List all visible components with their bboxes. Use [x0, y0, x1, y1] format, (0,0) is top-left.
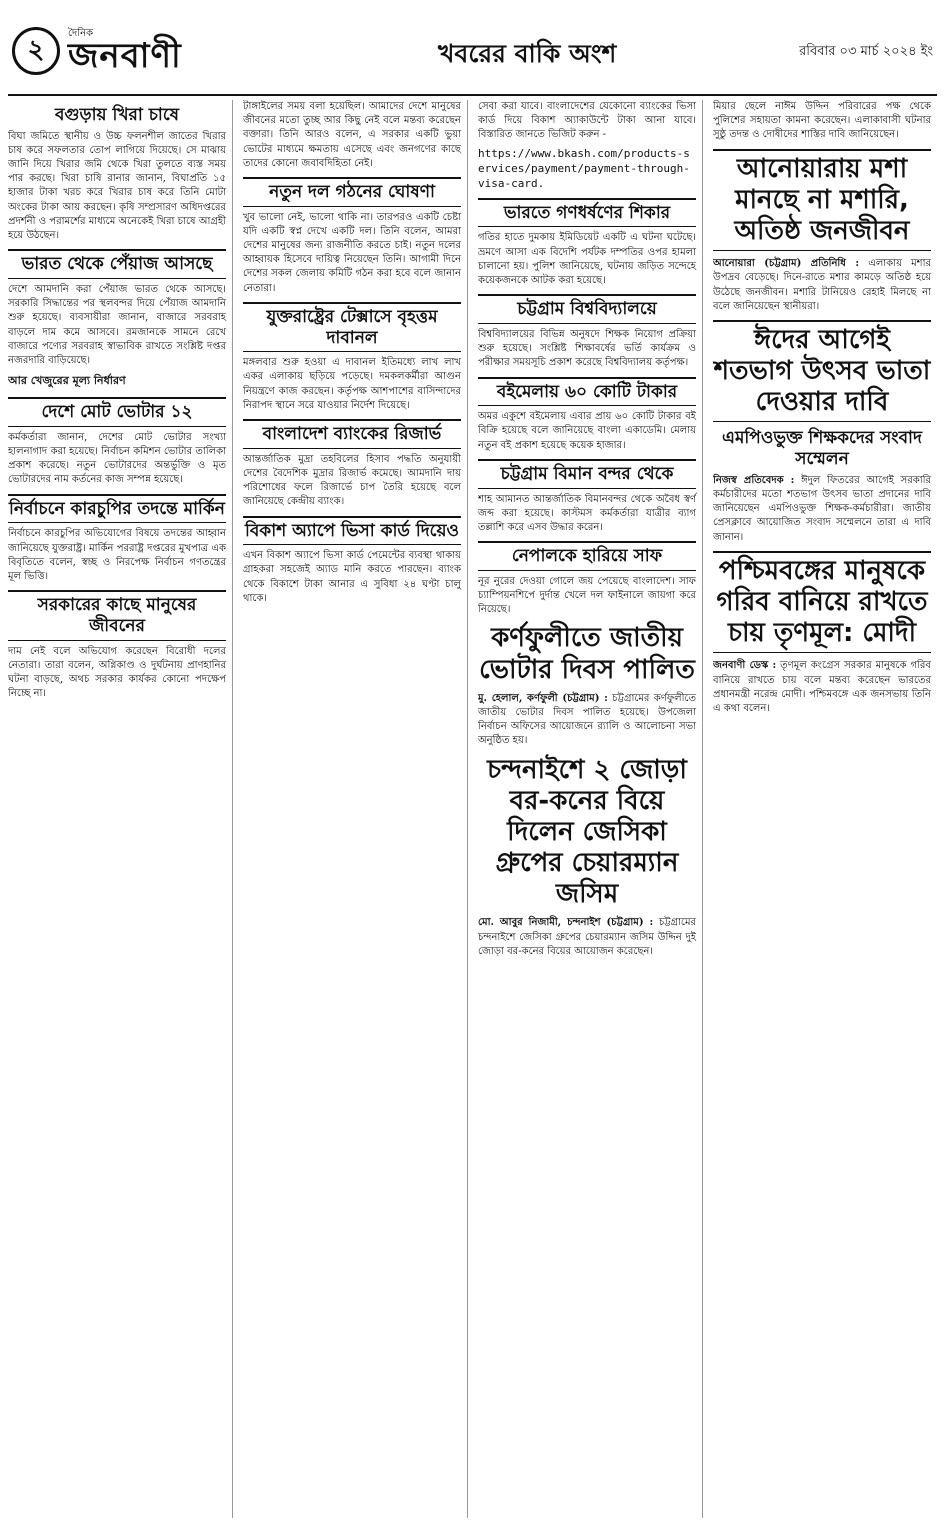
article	[243, 177, 461, 296]
article	[478, 198, 696, 288]
article	[478, 541, 696, 617]
article-subheading: আর খেজুরের মূল্য নির্ধারণ	[8, 374, 126, 388]
newspaper-logo	[68, 28, 182, 76]
page-number: ২	[12, 27, 60, 75]
article-headline: ঈদের আগেই শতভাগ উৎসব ভাতা দেওয়ার দাবি	[713, 320, 931, 423]
article-headline: চন্দনাইশে ২ জোড়া বর-কনের বিয়ে দিলেন জেসিকা গ্রুপের চেয়ারম্যান জসিম	[487, 754, 687, 910]
newspaper-page	[8, 8, 937, 1518]
article-headline: বইমেলায় ৬০ কোটি টাকার	[478, 377, 696, 407]
column-3	[478, 100, 703, 1518]
article	[8, 397, 226, 487]
article-body: টাঙ্গাইলের সময় বলা হয়েছিল। আমাদের দেশে মানুষের জীবনের মতো তুচ্ছ আর কিছু নেই বলে মন্তব্য করেছেন বক্তারা। তিনি আরও বলেন, এ সরকার একটি ভুয়া ভোটের মাধ্যমে ক্ষমতায় এসেছে এবং জনগণের কাছে তাদের কোনো জবাবদিহিতা নেই।	[243, 101, 461, 169]
article-headline: বাংলাদেশ ব্যাংকের রিজার্ভ	[243, 419, 461, 449]
article-subheadline: এমপিওভুক্ত শিক্ষকদের সংবাদ সম্মেলন	[722, 428, 922, 470]
article	[243, 302, 461, 413]
article	[478, 100, 696, 192]
article	[8, 249, 226, 391]
article-body: শাহ আমানত আন্তর্জাতিক বিমানবন্দর থেকে অবৈধ স্বর্ণ জব্দ করা হয়েছে। কাস্টমস কর্মকর্তারা যাত্রীর ব্যাগ তল্লাশি করে এসব উদ্ধার করেন।	[478, 493, 696, 533]
article	[713, 149, 931, 314]
article	[478, 623, 696, 748]
article	[478, 755, 696, 960]
article-headline: সরকারের কাছে মানুষের জীবনের	[8, 590, 226, 640]
article-text: ঈদুল ফিতরের আগেই সরকারি কর্মচারীদের মতো শতভাগ উৎসব ভাতা প্রদানের দাবি জানিয়েছেন এমপিওভুক্ত শিক্ষক-কর্মচারীরা। জাতীয় প্রেসক্লাবে আয়োজিত সংবাদ সম্মেলনে তারা এ দাবি জানান।	[713, 474, 932, 543]
article-body: এখন বিকাশ অ্যাপে ভিসা কার্ড পেমেন্টের ব্যবস্থা থাকায় গ্রাহকরা সহজেই অ্যাড মানি করতে পারছেন। ব্যাংক থেকে বিকাশে টাকা আনার এ সুবিধা ২৪ ঘণ্টা চালু থাকে।	[243, 550, 461, 604]
article-headline: নেপালকে হারিয়ে সাফ	[478, 541, 696, 571]
article	[243, 419, 461, 509]
article-body: নির্বাচনে কারচুপির অভিযোগের বিষয়ে তদন্তের আহ্বান জানিয়েছে যুক্তরাষ্ট্র। মার্কিন পররাষ্ট্র দপ্তরের মুখপাত্র এক বিবৃতিতে বলেন, স্বচ্ছ ও নিরপেক্ষ নির্বাচন গণতন্ত্রের মূল ভিত্তি।	[8, 528, 226, 582]
article	[243, 100, 461, 171]
article-headline: নতুন দল গঠনের ঘোষণা	[243, 177, 461, 207]
article-body: দেশে আমদানি করা পেঁয়াজ ভারত থেকে আসছে। সরকারি সিদ্ধান্তের পর স্থলবন্দর দিয়ে পেঁয়াজ আমদানি শুরু হয়েছে। ব্যবসায়ীরা জানান, বাজারে সরবরাহ বাড়লে দাম কমে আসবে। রমজানকে সামনে রেখে বাজারে পণ্যের সরবরাহ স্বাভাবিক রাখতে সংশ্লিষ্ট দপ্তর নজরদারি বাড়িয়েছে।	[8, 283, 226, 366]
article-body: আন্তর্জাতিক মুদ্রা তহবিলের হিসাব পদ্ধতি অনুযায়ী দেশের বৈদেশিক মুদ্রার রিজার্ভ কমেছে। আমদানি দায় পরিশোধের ফলে রিজার্ভে চাপ তৈরি হয়েছে বলে জানিয়েছে কেন্দ্রীয় ব্যাংক।	[243, 453, 461, 508]
article-text: এলাকায় মশার উপদ্রব বেড়েছে। দিনে-রাতে মশার কামড়ে অতিষ্ঠ হয়ে উঠেছে জনজীবন। মশারি টানিয়েও রেহাই মিলছে না বলে জানিয়েছেন স্থানীয়রা।	[713, 258, 931, 312]
logo-small-text: দৈনিক	[68, 28, 94, 39]
article	[8, 590, 226, 701]
article-body: মিয়ার ছেলে নাঈম উদ্দিন পরিবারের পক্ষ থেকে পুলিশের সহায়তা কামনা করেছেন। এলাকাবাসী ঘটনার সুষ্ঠু তদন্ত ও দোষীদের শাস্তির দাবি জানিয়েছেন।	[713, 101, 931, 141]
article-body: বিঘা জমিতে স্থানীয় ও উচ্চ ফলনশীল জাতের খিরার চাষ করে সফলতার তোপ লাগিয়ে দিয়েছে। সে মাঝায় জানি দিয়ে খিরার জমি থেকে খিরা তুলতে ব্যস্ত সময় পার করছে। খিরা চাষি রানার জানান, বিঘাপ্রতি ১৫ হাজার টাকা খরচ করে খিরার চাষ করে তিনি মোটা অংকের টাকা আয় করছেন। কৃষি সম্প্রসারণ অধিদপ্তরের প্রদর্শনী ও পরামর্শের মাধ্যমে অনেকেই খিরা চাষে আগ্রহী হয়ে উঠছেন।	[8, 130, 226, 242]
article-body: কর্মকর্তারা জানান, দেশের মোট ভোটার সংখ্যা হালনাগাদ করা হয়েছে। নির্বাচন কমিশন ভোটার তালিকা প্রকাশ করেছে। নতুন ভোটারদের অন্তর্ভুক্তি ও মৃত ভোটারদের নাম কর্তনের কাজ সম্পন্ন হয়েছে।	[8, 431, 226, 486]
issue-date: রবিবার ০৩ মার্চ ২০২৪ ইং	[799, 44, 933, 59]
article-headline: পশ্চিমবঙ্গের মানুষকে গরিব বানিয়ে রাখতে চায় তৃণমূল: মোদী	[713, 551, 931, 654]
article-body: মঙ্গলবার শুরু হওয়া এ দাবানল ইতিমধ্যে লাখ লাখ একর এলাকায় ছড়িয়ে পড়েছে। দমকলকর্মীরা আগুন নিয়ন্ত্রণে কাজ করছেন। কর্তৃপক্ষ আশপাশের বাসিন্দাদের নিরাপদ স্থানে সরে যাওয়ার নির্দেশ দিয়েছে।	[243, 357, 461, 411]
article	[8, 105, 226, 243]
article-body: সেবা করা যাবে। বাংলাদেশের যেকোনো ব্যাংকের ভিসা কার্ড দিয়ে বিকাশ অ্যাকাউন্টে টাকা আনা যাবে। বিস্তারিত জানতে ভিজিট করুন -	[478, 101, 696, 141]
article-body: খুব ভালো নেই, ভালো থাকি না। তারপরও একটি চেষ্টা যদি একটি স্বপ্ন দেখে একটি দল। তিনি বলেন, আমরা দেশের মানুষের জন্য রাজনীতি করতে চাই। নতুন দলের আহ্বায়ক হিসেবে দায়িত্ব নিয়েছেন তিনি। আগামী দিনে দেশের সকল জেলায় কমিটি গঠন করা হবে বলে জানান নেতারা।	[243, 211, 461, 294]
article-headline: দেশে মোট ভোটার ১২	[8, 397, 226, 427]
article-headline: চট্টগ্রাম বিশ্ববিদ্যালয়ে	[478, 294, 696, 324]
article-byline: মু. হেলাল, কর্ণফুলী (চট্টগ্রাম) :	[478, 692, 608, 704]
article-body: গতির হাতে দুমকায় ইমিডিয়েট একটি এ ঘটনা ঘটেছে। ভ্রমণে আসা এক বিদেশি পর্যটক দম্পতির ওপর হামলা চালানো হয়। পুলিশ জানিয়েছে, ঘটনায় জড়িত সন্দেহে কয়েকজনকে আটক করা হয়েছে।	[478, 232, 696, 287]
article-body	[478, 692, 696, 749]
article-headline: বগুড়ায় খিরা চাষে	[54, 105, 180, 125]
bkash-link[interactable]: https://www.bkash.com/products-services/payment/payment-through-visa-card.	[478, 146, 690, 191]
article-body: বিশ্ববিদ্যালয়ের বিভিন্ন অনুষদে শিক্ষক নিয়োগ প্রক্রিয়া শুরু হয়েছে। সংশ্লিষ্ট শিক্ষাবর্ষের ভর্তি কার্যক্রম ও পরীক্ষার সময়সূচি প্রকাশ করেছে বিশ্ববিদ্যালয় কর্তৃপক্ষ।	[478, 328, 696, 369]
article-body	[478, 916, 696, 959]
article-headline: ভারত থেকে পেঁয়াজ আসছে	[8, 249, 226, 279]
article-headline: আনোয়ারায় মশা মানছে না মশারি, অতিষ্ঠ জনজীবন	[713, 149, 931, 252]
article-byline: মো. আবুর নিজামী, চন্দনাইশ (চট্টগ্রাম) :	[478, 917, 654, 929]
article-headline: চট্টগ্রাম বিমান বন্দর থেকে	[478, 459, 696, 489]
article	[713, 320, 931, 545]
article	[8, 494, 226, 584]
masthead	[8, 8, 937, 96]
article	[478, 377, 696, 453]
article-text: তৃণমূল কংগ্রেস সরকার মানুষকে গরিব বানিয়ে রাখতে চায় বলে মন্তব্য করেছেন ভারতের প্রধানমন্ত্রী নরেন্দ্র মোদী। পশ্চিমবঙ্গে এক জনসভায় তিনি এ কথা বলেন।	[713, 660, 931, 714]
article-text: চট্টগ্রামের কর্ণফুলীতে জাতীয় ভোটার দিবস পালিত হয়েছে। উপজেলা নির্বাচন অফিসের আয়োজনে র‍্যালি ও আলোচনা সভা অনুষ্ঠিত হয়।	[478, 692, 696, 747]
columns	[8, 100, 937, 1518]
article-byline: জনবাণী ডেস্ক :	[713, 660, 777, 672]
article	[478, 459, 696, 535]
column-2	[243, 100, 468, 1518]
article-byline: আনোয়ারা (চট্টগ্রাম) প্রতিনিধি :	[713, 258, 860, 270]
article-text: চট্টগ্রামের চন্দনাইশে জেসিকা গ্রুপের চেয়ারম্যান জসিম উদ্দিন দুই জোড়া বর-কনের বিয়ের আয়োজন করেছেন।	[478, 917, 696, 957]
article-body	[713, 474, 931, 545]
article-headline: কর্ণফুলীতে জাতীয় ভোটার দিবস পালিত	[479, 623, 695, 685]
article-headline: ভারতে গণধর্ষণের শিকার	[478, 198, 696, 228]
logo-name: জনবাণী	[68, 36, 182, 76]
article	[713, 551, 931, 716]
column-4	[713, 100, 937, 1518]
article-headline: বিকাশ অ্যাপে ভিসা কার্ড দিয়েও	[243, 516, 461, 546]
article-headline: যুক্তরাষ্ট্রের টেক্সাসে বৃহত্তম দাবানল	[243, 302, 461, 352]
article-body: নূর নুরের দেওয়া গোলে জয় পেয়েছে বাংলাদেশ। সাফ চ্যাম্পিয়নশিপে দুর্দান্ত খেলে দল ফাইনালে জায়গা করে নিয়েছে।	[478, 575, 696, 616]
article-body: অমর একুশে বইমেলায় এবার প্রায় ৬০ কোটি টাকার বই বিক্রি হয়েছে বলে জানিয়েছে বাংলা একাডেমি। মেলায় নতুন বই প্রকাশ হয়েছে কয়েক হাজার।	[478, 411, 696, 451]
article-body	[713, 659, 931, 716]
article	[713, 100, 931, 143]
article-byline: নিজস্ব প্রতিবেদক :	[713, 474, 795, 486]
section-title: খবরের বাকি অংশ	[438, 39, 617, 68]
article-body: দাম নেই বলে অভিযোগ করেছেন বিরোধী দলের নেতারা। তারা বলেন, অগ্নিকাণ্ড ও দুর্ঘটনায় প্রাণহানির ঘটনা বাড়ছে, অথচ সরকার কার্যকর কোনো পদক্ষেপ নিচ্ছে না।	[8, 645, 226, 700]
article-body	[713, 257, 931, 314]
article	[478, 294, 696, 370]
article	[243, 516, 461, 606]
column-1	[8, 100, 233, 1518]
article-headline: নির্বাচনে কারচুপির তদন্তে মার্কিন	[8, 494, 226, 524]
